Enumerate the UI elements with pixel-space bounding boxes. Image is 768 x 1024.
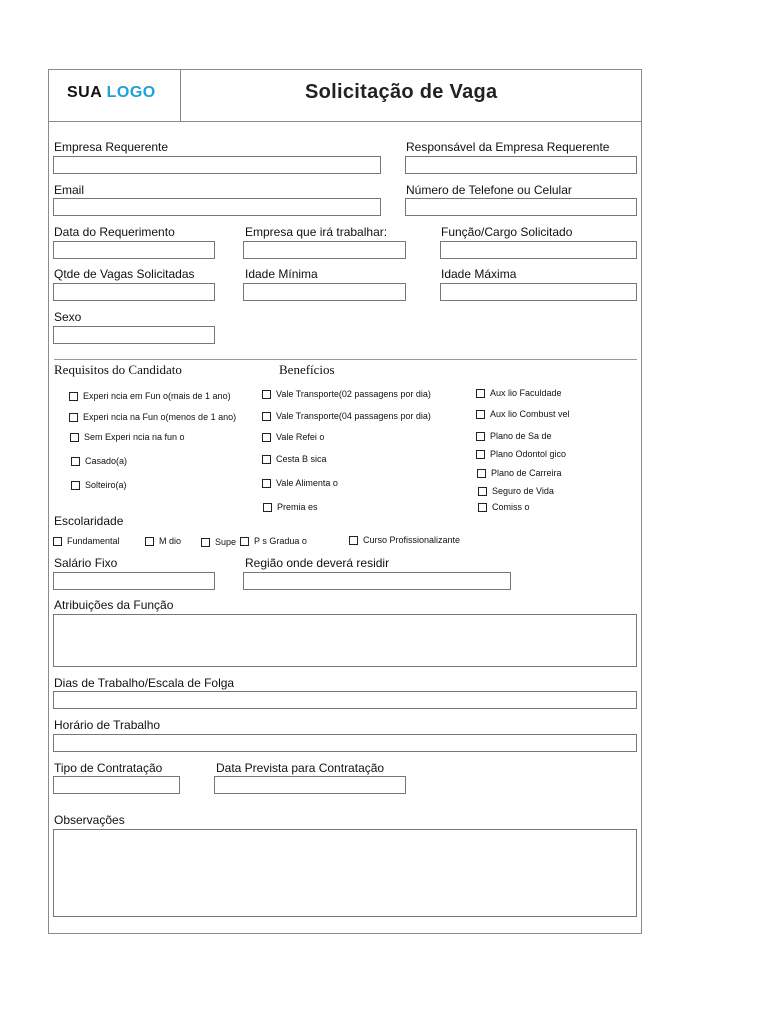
checkbox-beneficio[interactable]: Vale Transporte(04 passagens por dia)	[262, 411, 431, 421]
checkbox-escolaridade[interactable]: P s Gradua o	[240, 536, 307, 546]
sexo-field[interactable]	[53, 326, 215, 344]
checkbox-box[interactable]	[349, 536, 358, 545]
checkbox-box[interactable]	[476, 389, 485, 398]
label-idade-maxima: Idade Máxima	[441, 267, 517, 281]
label-observacoes: Observações	[54, 813, 125, 827]
checkbox-box[interactable]	[477, 469, 486, 478]
checkbox-beneficio[interactable]: Cesta B sica	[262, 454, 327, 464]
telefone-field[interactable]	[405, 198, 637, 216]
checkbox-escolaridade[interactable]: Fundamental	[53, 536, 120, 546]
logo-text-logo: LOGO	[106, 84, 156, 101]
label-tipo-contratacao: Tipo de Contratação	[54, 761, 163, 775]
checkbox-box[interactable]	[71, 481, 80, 490]
checkbox-beneficio[interactable]: Seguro de Vida	[478, 486, 554, 496]
label-horario: Horário de Trabalho	[54, 718, 161, 732]
empresa-requerente-field[interactable]	[53, 156, 381, 174]
salario-fixo-field[interactable]	[53, 572, 215, 590]
checkbox-box[interactable]	[70, 433, 79, 442]
tipo-contratacao-field[interactable]	[53, 776, 180, 794]
checkbox-requisito[interactable]: Solteiro(a)	[71, 480, 127, 490]
label-empresa-requerente: Empresa Requerente	[54, 140, 169, 154]
checkbox-escolaridade[interactable]: Supe	[201, 537, 236, 547]
checkbox-escolaridade[interactable]: Curso Profissionalizante	[349, 535, 460, 545]
checkbox-requisito[interactable]: Experi ncia na Fun o(menos de 1 ano)	[69, 412, 236, 422]
checkbox-box[interactable]	[478, 503, 487, 512]
checkbox-box[interactable]	[262, 412, 271, 421]
section-requisitos: Requisitos do Candidato	[54, 362, 182, 377]
label-data-requerimento: Data do Requerimento	[54, 225, 175, 239]
email-field[interactable]	[53, 198, 381, 216]
checkbox-box[interactable]	[69, 392, 78, 401]
idade-minima-field[interactable]	[243, 283, 406, 301]
data-requerimento-field[interactable]	[53, 241, 215, 259]
label-salario-fixo: Salário Fixo	[54, 556, 118, 570]
checkbox-box[interactable]	[240, 537, 249, 546]
logo-divider	[180, 69, 181, 122]
blank-area	[642, 380, 662, 520]
label-data-prevista: Data Prevista para Contratação	[216, 761, 385, 775]
label-funcao-cargo: Função/Cargo Solicitado	[441, 225, 573, 239]
checkbox-beneficio[interactable]: Plano Odontol gico	[476, 449, 566, 459]
checkbox-box[interactable]	[478, 487, 487, 496]
checkbox-box[interactable]	[262, 455, 271, 464]
checkbox-requisito[interactable]: Experi ncia em Fun o(mais de 1 ano)	[69, 391, 231, 401]
checkbox-beneficio[interactable]: Aux lio Faculdade	[476, 388, 562, 398]
label-responsavel: Responsável da Empresa Requerente	[406, 140, 610, 154]
label-sexo: Sexo	[54, 310, 82, 324]
checkbox-box[interactable]	[262, 433, 271, 442]
checkbox-requisito[interactable]: Sem Experi ncia na fun o	[70, 432, 185, 442]
data-prevista-field[interactable]	[214, 776, 406, 794]
qtde-vagas-field[interactable]	[53, 283, 215, 301]
logo	[67, 84, 156, 102]
funcao-cargo-field[interactable]	[440, 241, 637, 259]
checkbox-box[interactable]	[145, 537, 154, 546]
section-beneficios: Benefícios	[279, 362, 335, 377]
checkbox-box[interactable]	[262, 390, 271, 399]
checkbox-box[interactable]	[71, 457, 80, 466]
checkbox-box[interactable]	[262, 479, 271, 488]
checkbox-box[interactable]	[53, 537, 62, 546]
idade-maxima-field[interactable]	[440, 283, 637, 301]
checkbox-beneficio[interactable]: Plano de Carreira	[477, 468, 562, 478]
checkbox-escolaridade[interactable]: M dio	[145, 536, 181, 546]
checkbox-beneficio[interactable]: Comiss o	[478, 502, 530, 512]
checkbox-box[interactable]	[476, 410, 485, 419]
checkbox-beneficio[interactable]: Premia es	[263, 502, 318, 512]
checkbox-box[interactable]	[69, 413, 78, 422]
label-email: Email	[54, 183, 85, 197]
checkbox-box[interactable]	[476, 432, 485, 441]
label-qtde-vagas: Qtde de Vagas Solicitadas	[54, 267, 195, 281]
section-escolaridade: Escolaridade	[54, 514, 124, 528]
regiao-field[interactable]	[243, 572, 511, 590]
checkbox-beneficio[interactable]: Vale Refei o	[262, 432, 324, 442]
logo-text-sua: SUA	[67, 84, 102, 101]
label-telefone: Número de Telefone ou Celular	[406, 183, 572, 197]
empresa-trabalhar-field[interactable]	[243, 241, 406, 259]
checkbox-box[interactable]	[476, 450, 485, 459]
horario-field[interactable]	[53, 734, 637, 752]
label-empresa-trabalhar: Empresa que irá trabalhar:	[245, 225, 388, 239]
page-title: Solicitação de Vaga	[305, 81, 498, 103]
observacoes-textarea[interactable]	[53, 829, 637, 917]
label-dias-trabalho: Dias de Trabalho/Escala de Folga	[54, 676, 235, 690]
checkbox-beneficio[interactable]: Vale Alimenta o	[262, 478, 338, 488]
atribuicoes-textarea[interactable]	[53, 614, 637, 667]
checkbox-box[interactable]	[263, 503, 272, 512]
checkbox-beneficio[interactable]: Vale Transporte(02 passagens por dia)	[262, 389, 431, 399]
section-divider	[54, 359, 637, 360]
checkbox-requisito[interactable]: Casado(a)	[71, 456, 127, 466]
label-regiao: Região onde deverá residir	[245, 556, 390, 570]
checkbox-beneficio[interactable]: Aux lio Combust vel	[476, 409, 570, 419]
label-idade-minima: Idade Mínima	[245, 267, 318, 281]
header-divider	[48, 121, 642, 122]
checkbox-beneficio[interactable]: Plano de Sa de	[476, 431, 552, 441]
responsavel-field[interactable]	[405, 156, 637, 174]
checkbox-box[interactable]	[201, 538, 210, 547]
label-atribuicoes: Atribuições da Função	[54, 598, 174, 612]
dias-trabalho-field[interactable]	[53, 691, 637, 709]
